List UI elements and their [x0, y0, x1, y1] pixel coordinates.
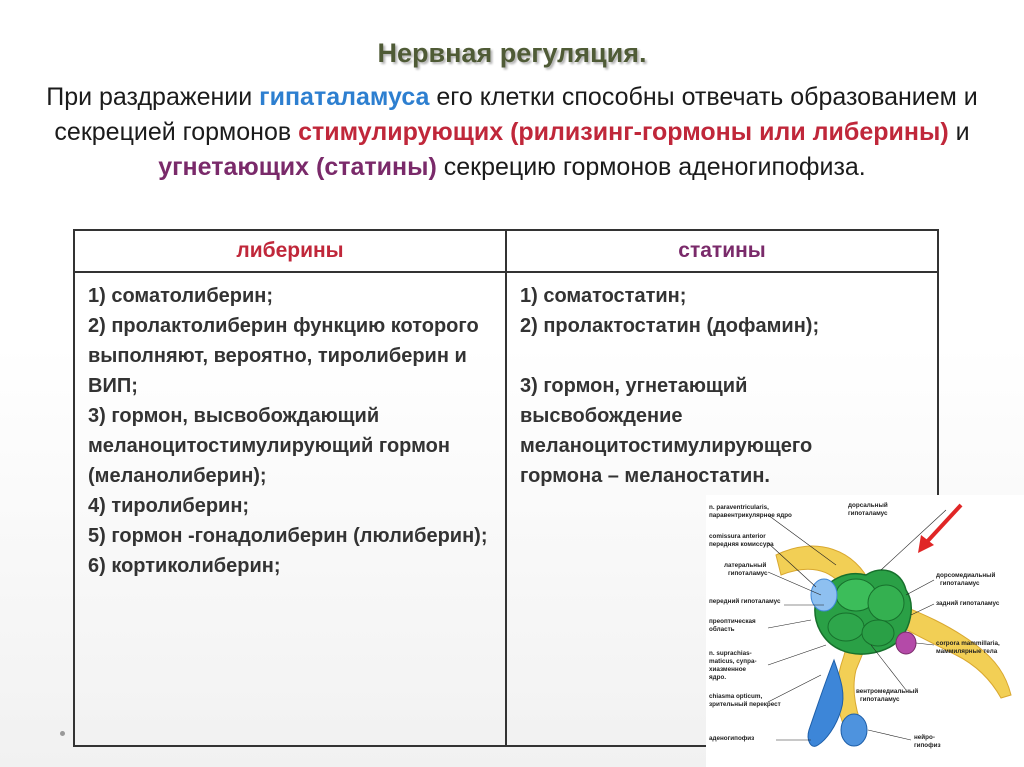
label-right-8: вентромедиальный	[856, 688, 919, 695]
liberins-cell	[74, 272, 506, 746]
stimulating-term: стимулирующих (рилизинг-гормоны или либерины)	[298, 118, 949, 146]
label-left-12: хиазменное	[709, 666, 747, 673]
table-header-row	[74, 230, 938, 272]
label-left-13: ядро.	[709, 674, 727, 681]
label-left-8: преоптическая	[709, 618, 756, 625]
label-right-5: задний гипоталамус	[936, 600, 1000, 607]
label-right-2: гипоталамус	[848, 510, 888, 517]
hypothalamus-illustration	[706, 495, 1024, 767]
label-right-11: гипофиз	[914, 742, 941, 749]
list-item: 1) соматостатин;	[520, 285, 687, 307]
list-item: 2) пролактостатин (дофамин);	[520, 315, 820, 337]
label-left-6: гипоталамус	[728, 570, 768, 577]
label-left-5: латеральный	[724, 562, 767, 569]
label-right-6: corpora mammillaria,	[936, 640, 1000, 647]
label-left-15: зрительный перекрест	[709, 701, 781, 708]
bullet-dot	[60, 731, 65, 736]
label-left-7: передний гипоталамус	[709, 598, 781, 605]
intro-text-1: При раздражении	[46, 83, 260, 111]
label-left-14: chiasma opticum,	[709, 693, 763, 700]
list-item: 3) гормон, угнетающий высвобождение меланоцитостимулирующего гормона – меланостатин.	[520, 375, 818, 487]
header-statins: статины	[506, 230, 938, 272]
label-left-16: аденогипофиз	[709, 735, 755, 742]
label-left-2: паравентрикулярное ядро	[709, 512, 792, 519]
label-right-7: маммилярные тела	[936, 648, 998, 655]
label-left-10: n. suprachias-	[709, 650, 752, 657]
label-left-11: maticus, супра-	[709, 658, 757, 665]
nucleus-4	[862, 620, 894, 646]
list-item: 5) гормон -гонадолиберин (люлиберин);	[88, 525, 488, 547]
neurohypophysis	[841, 714, 867, 746]
hypothalamus-diagram	[706, 495, 1024, 767]
mammillary-body	[896, 632, 916, 654]
intro-text-4: секрецию гормонов аденогипофиза.	[436, 153, 866, 181]
nucleus-3	[828, 613, 864, 641]
list-item: 1) соматолиберин;	[88, 285, 274, 307]
label-left-4: передняя комиссура	[709, 541, 774, 548]
label-right-1: дорсальный	[848, 502, 888, 509]
intro-text-3: и	[948, 118, 970, 146]
list-item: 3) гормон, высвобождающий меланоцитостимулирующий гормон (меланолиберин);	[88, 405, 456, 487]
label-left-1: n. paraventricularis,	[709, 504, 769, 511]
adenohypophysis	[808, 660, 843, 746]
list-item: 6) кортиколиберин;	[88, 555, 281, 577]
intro-text-2: его клетки способны отвечать образованием и секрецией гормонов	[54, 83, 978, 146]
intro-paragraph	[40, 80, 984, 185]
label-right-4: гипоталамус	[940, 580, 980, 587]
inhibiting-term: угнетающих (статины)	[158, 153, 437, 181]
anterior-nucleus	[811, 579, 837, 611]
label-right-3: дорсомедиальный	[936, 572, 996, 579]
header-liberins: либерины	[74, 230, 506, 272]
list-item: 4) тиролиберин;	[88, 495, 250, 517]
label-left-9: область	[709, 626, 735, 633]
label-right-10: нейро-	[914, 734, 935, 741]
slide-title: Нервная регуляция.	[377, 38, 647, 68]
label-left-3: comissura anterior	[709, 533, 766, 540]
nucleus-2	[868, 585, 904, 621]
hypothalamus-term: гипаталамуса	[259, 83, 430, 111]
list-item: 2) пролактолиберин функцию которого выполняют, вероятно, тиролиберин и ВИП;	[88, 315, 485, 397]
label-right-9: гипоталамус	[860, 696, 900, 703]
